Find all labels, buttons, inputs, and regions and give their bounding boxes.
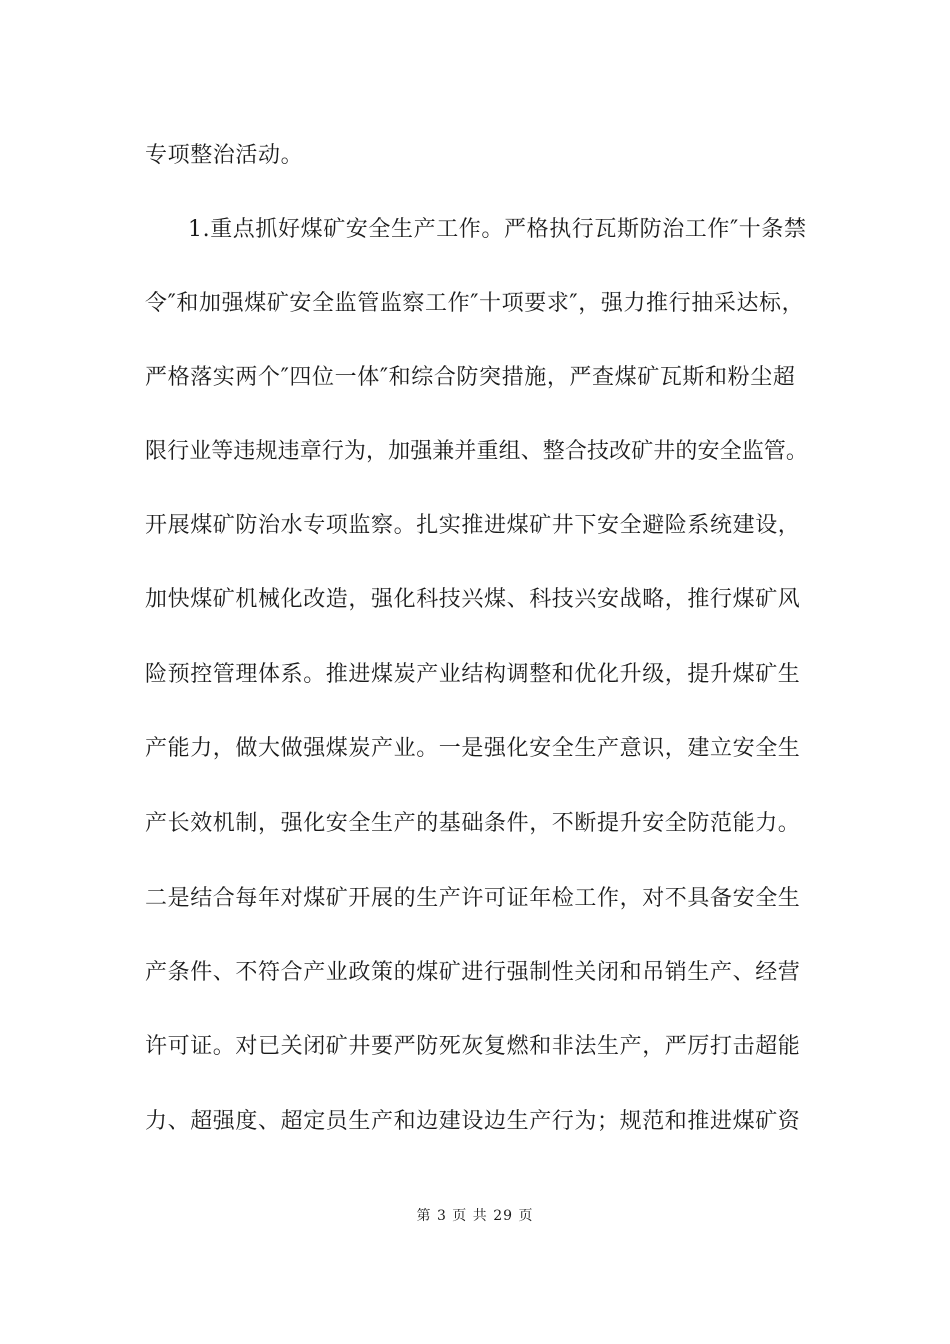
text-line: 二是结合每年对煤矿开展的生产许可证年检工作，对不具备安全生 (145, 886, 801, 911)
text-line: 产长效机制，强化安全生产的基础条件，不断提升安全防范能力。 (145, 811, 801, 836)
text-line: 令″和加强煤矿安全监管监察工作″十项要求″，强力推行抽采达标， (145, 291, 805, 316)
page-number-footer: 第 3 页 共 29 页 (416, 1208, 534, 1224)
text-line: 专项整治活动。 (145, 143, 304, 168)
text-line: 许可证。对已关闭矿井要严防死灰复燃和非法生产，严厉打击超能 (145, 1034, 801, 1059)
text-line: 产条件、不符合产业政策的煤矿进行强制性关闭和吊销生产、经营 (145, 960, 801, 985)
text-line: 险预控管理体系。推进煤炭产业结构调整和优化升级，提升煤矿生 (145, 662, 801, 687)
text-line: 加快煤矿机械化改造，强化科技兴煤、科技兴安战略，推行煤矿风 (145, 587, 801, 612)
text-line: 严格落实两个″四位一体″和综合防突措施，严查煤矿瓦斯和粉尘超 (145, 365, 796, 390)
text-line: 开展煤矿防治水专项监察。扎实推进煤矿井下安全避险系统建设， (145, 513, 801, 538)
text-line: 1.重点抓好煤矿安全生产工作。严格执行瓦斯防治工作″十条禁 (188, 217, 807, 242)
text-line: 限行业等违规违章行为，加强兼并重组、整合技改矿井的安全监管。 (145, 439, 809, 464)
text-line: 力、超强度、超定员生产和边建设边生产行为；规范和推进煤矿资 (145, 1109, 801, 1134)
text-line: 产能力，做大做强煤炭产业。一是强化安全生产意识，建立安全生 (145, 736, 801, 761)
